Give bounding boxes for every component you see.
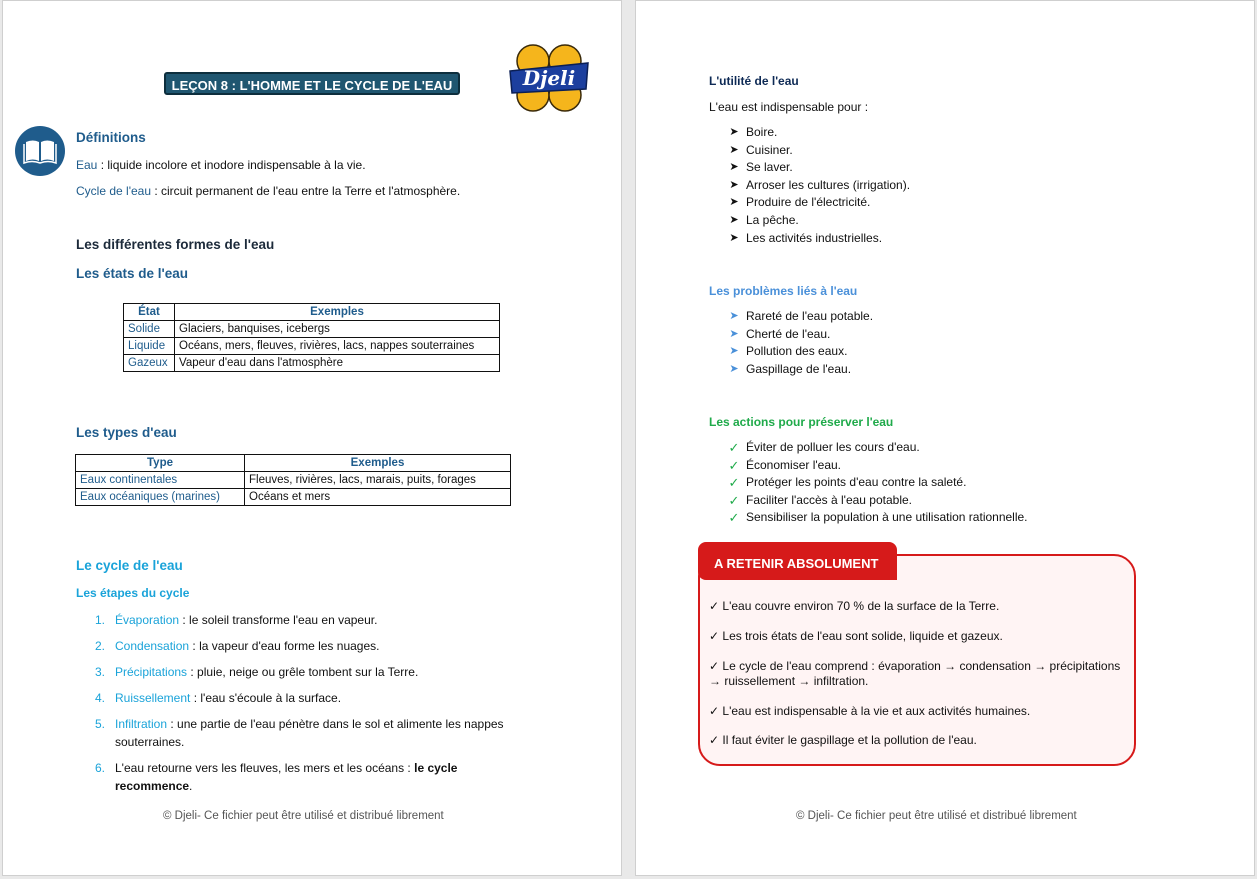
- list-item: ✓ Sensibiliser la population à une utilisation rationnelle.: [728, 510, 1028, 526]
- types-heading: Les types d'eau: [76, 425, 177, 440]
- list-item: ✓ Protéger les points d'eau contre la saleté.: [728, 475, 967, 491]
- definition-eau: Eau : liquide incolore et inodore indispensable à la vie.: [76, 158, 366, 172]
- list-item: ➤ Produire de l'électricité.: [709, 194, 910, 212]
- utility-intro: L'eau est indispensable pour :: [709, 100, 869, 114]
- cycle-heading: Le cycle de l'eau: [76, 558, 183, 573]
- list-item: 4. Ruissellement : l'eau s'écoule à la surface.: [95, 691, 342, 705]
- list-item: ✓ Éviter de polluer les cours d'eau.: [728, 440, 920, 455]
- list-item: 5. Infiltration : une partie de l'eau pénètre dans le sol et alimente les nappes souterraines.: [95, 717, 504, 749]
- logo-text: Djeli: [522, 66, 576, 90]
- check-icon: ✓: [728, 510, 740, 526]
- utility-list: [709, 124, 910, 247]
- list-item: 2. Condensation : la vapeur d'eau forme les nuages.: [95, 639, 380, 653]
- list-item: ➤ Arroser les cultures (irrigation).: [709, 177, 910, 195]
- list-item: ➤ Cuisiner.: [709, 142, 910, 160]
- table-row: Liquide Océans, mers, fleuves, rivières, lacs, nappes souterraines: [124, 338, 500, 355]
- list-item: ➤ Gaspillage de l'eau.: [709, 361, 873, 379]
- retain-label: A RETENIR ABSOLUMENT: [698, 542, 897, 580]
- list-item: ➤ Cherté de l'eau.: [709, 326, 873, 344]
- retain-line-4: ✓ L'eau est indispensable à la vie et aux activités humaines.: [709, 704, 1031, 718]
- page-right: [635, 0, 1255, 876]
- cycle-subheading: Les étapes du cycle: [76, 586, 190, 600]
- book-icon: [15, 126, 65, 176]
- check-icon: ✓: [728, 475, 740, 491]
- check-icon: ✓: [728, 492, 740, 508]
- definition-cycle: Cycle de l'eau : circuit permanent de l'eau entre la Terre et l'atmosphère.: [76, 184, 461, 198]
- check-icon: ✓: [728, 440, 740, 455]
- types-table: Type Exemples Eaux continentales Fleuves, rivières, lacs, marais, puits, forages Eaux océaniques (marines) Océans et mers: [75, 454, 511, 506]
- arrow-bullet-icon: ➤: [729, 327, 739, 340]
- problems-heading: Les problèmes liés à l'eau: [709, 284, 858, 298]
- arrow-bullet-icon: ➤: [729, 231, 739, 244]
- footer-right: © Djeli- Ce fichier peut être utilisé et distribué librement: [796, 810, 1077, 822]
- list-item: ✓ Faciliter l'accès à l'eau potable.: [728, 492, 913, 508]
- actions-heading: Les actions pour préserver l'eau: [709, 415, 894, 429]
- list-item: ➤ Pollution des eaux.: [709, 343, 873, 361]
- table-row: Eaux continentales Fleuves, rivières, lacs, marais, puits, forages: [76, 472, 511, 489]
- problems-list: [709, 308, 873, 378]
- arrow-bullet-icon: ➤: [729, 310, 739, 322]
- retain-line-5: ✓ Il faut éviter le gaspillage et la pollution de l'eau.: [709, 733, 977, 747]
- definitions-heading: Définitions: [76, 130, 146, 145]
- list-item: ➤ Boire.: [709, 124, 910, 142]
- check-icon: ✓: [728, 457, 740, 473]
- list-item: ➤ La pêche.: [709, 212, 910, 230]
- arrow-bullet-icon: ➤: [729, 126, 739, 138]
- arrow-bullet-icon: ➤: [729, 178, 739, 191]
- page-left: [2, 0, 622, 876]
- list-item: ✓ Économiser l'eau.: [728, 457, 842, 473]
- list-item: 6. L'eau retourne vers les fleuves, les mers et les océans : le cycle recommence.: [95, 761, 458, 793]
- states-heading: Les états de l'eau: [76, 266, 189, 281]
- djeli-logo-icon: [506, 41, 592, 115]
- cycle-steps: [95, 611, 535, 803]
- actions-list: [709, 439, 1028, 527]
- footer-left: © Djeli- Ce fichier peut être utilisé et distribué librement: [163, 810, 444, 822]
- states-table: État Exemples Solide Glaciers, banquises, icebergs Liquide Océans, mers, fleuves, rivières, lacs, nappes souterraines Gazeux Vapeur d'eau dans l'atmosphère: [123, 303, 500, 372]
- list-item: ➤ Se laver.: [709, 159, 910, 177]
- retain-line-2: ✓ Les trois états de l'eau sont solide, liquide et gazeux.: [709, 629, 1003, 643]
- table-row: Eaux océaniques (marines) Océans et mers: [76, 489, 511, 506]
- utility-heading: L'utilité de l'eau: [709, 74, 799, 88]
- list-item: ➤ Rareté de l'eau potable.: [709, 308, 873, 326]
- arrow-bullet-icon: ➤: [729, 161, 739, 174]
- table-row: Solide Glaciers, banquises, icebergs: [124, 321, 500, 338]
- retain-line-1: ✓ L'eau couvre environ 70 % de la surface de la Terre.: [709, 599, 1000, 613]
- arrow-bullet-icon: ➤: [729, 213, 739, 226]
- list-item: ➤ Les activités industrielles.: [709, 230, 910, 248]
- arrow-bullet-icon: ➤: [729, 345, 739, 358]
- list-item: 3. Précipitations : pluie, neige ou grêle tombent sur la Terre.: [95, 665, 419, 679]
- lesson-title: LEÇON 8 : L'HOMME ET LE CYCLE DE L'EAU: [164, 72, 460, 95]
- arrow-bullet-icon: ➤: [729, 362, 739, 375]
- list-item: 1. Évaporation : le soleil transforme l'eau en vapeur.: [95, 613, 378, 627]
- table-row: Gazeux Vapeur d'eau dans l'atmosphère: [124, 355, 500, 372]
- retain-line-3: ✓ Le cycle de l'eau comprend : évaporation → condensation → précipitations → ruissellement → infiltration.: [709, 659, 1121, 688]
- forms-heading: Les différentes formes de l'eau: [76, 237, 275, 252]
- arrow-bullet-icon: ➤: [729, 196, 739, 209]
- arrow-bullet-icon: ➤: [729, 143, 739, 156]
